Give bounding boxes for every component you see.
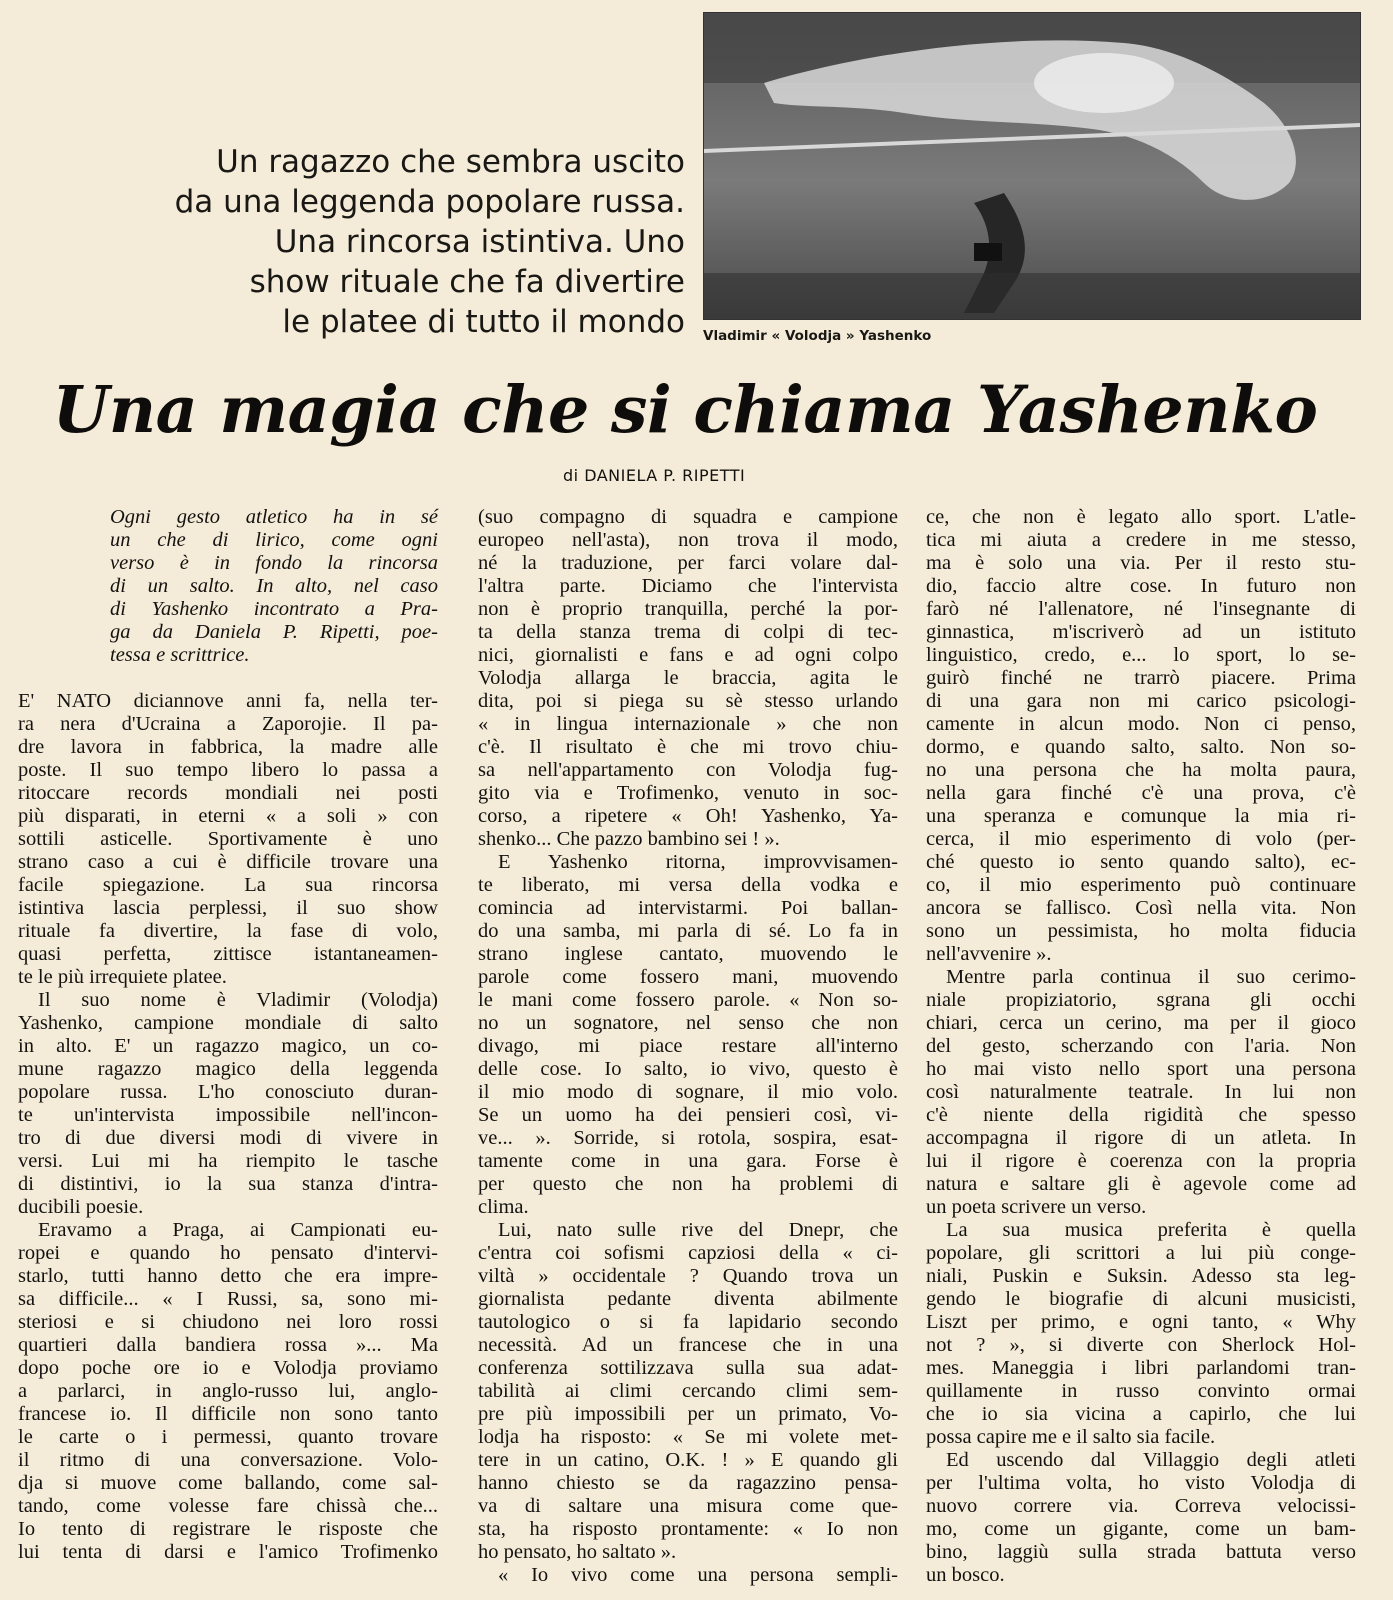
deck-line: le platee di tutto il mondo <box>282 304 685 340</box>
text-line: Volodja allarga le braccia, agita le <box>478 667 898 689</box>
paragraph <box>926 1449 1356 1587</box>
text-line: ra nera d'Ucraina a Zaporojie. Il pa- <box>18 713 438 735</box>
text-line: La sua musica preferita è quella <box>946 1219 1356 1241</box>
intro-paragraph <box>18 506 438 667</box>
text-line: c'entra coi sofismi capziosi della « ci- <box>478 1242 898 1264</box>
text-line: Ogni gesto atletico ha in sé <box>110 506 438 528</box>
high-jump-photo-illustration <box>704 13 1360 319</box>
text-line: linguistico, credo, e... lo sport, lo se- <box>926 644 1356 666</box>
text-line: ho pensato, ho saltato ». <box>478 1541 677 1563</box>
text-line: farò né l'allenatore, né l'insegnante di <box>926 598 1356 620</box>
text-line: ce, che non è legato allo sport. L'atle- <box>926 506 1356 528</box>
column-2 <box>478 506 898 1587</box>
text-line: né la traduzione, per farci volare dal- <box>478 552 898 574</box>
text-line: sa nell'appartamento con Volodja fug- <box>478 759 898 781</box>
article-deck <box>60 142 685 342</box>
text-line: chiari, cerca un cerino, ma per il gioco <box>926 1012 1356 1034</box>
text-line: pre più impossibili per un primato, Vo- <box>478 1403 898 1425</box>
text-line: quartieri dalla bandiera rossa »... Ma <box>18 1334 438 1356</box>
text-line: versi. Lui mi ha riempito le tasche <box>18 1150 438 1172</box>
text-line: un poeta scrivere un verso. <box>926 1196 1147 1218</box>
deck-line: Un ragazzo che sembra uscito <box>216 144 685 180</box>
text-line: accompagna il rigore di un atleta. In <box>926 1127 1356 1149</box>
photo-caption: Vladimir « Volodja » Yashenko <box>703 328 932 344</box>
text-line: di una gara non mi carico psicologi- <box>926 690 1356 712</box>
text-line: strano caso a cui è difficile trovare una <box>18 851 438 873</box>
text-line: rituale fa divertire, la fase di volo, <box>18 920 438 942</box>
text-line: per questo che non ha problemi di <box>478 1173 898 1195</box>
text-line: not ? », si diverte con Sherlock Hol- <box>926 1334 1356 1356</box>
text-line: più disparati, in eterni « a soli » con <box>18 805 438 827</box>
paragraph <box>478 1564 898 1587</box>
text-line: mo, come un gigante, come un bam- <box>926 1518 1356 1540</box>
text-line: camente in alcun modo. Non ci penso, <box>926 713 1356 735</box>
text-line: tamente come in una gara. Forse è <box>478 1150 898 1172</box>
text-line: il mio modo di sognare, il mio volo. <box>478 1081 898 1103</box>
text-line: ve... ». Sorride, si rotola, sospira, esat- <box>478 1127 898 1149</box>
text-line: ché questo io sento quando salto), ec- <box>926 851 1356 873</box>
text-line: c'è. Il risultato è che mi trovo chiu- <box>478 736 898 758</box>
paragraph <box>478 851 898 1219</box>
text-line: facile spiegazione. La sua rincorsa <box>18 874 438 896</box>
deck-line: show rituale che fa divertire <box>249 264 685 300</box>
text-line: tautologico o si fa lapidario secondo <box>478 1311 898 1333</box>
text-line: di un salto. In alto, nel caso <box>110 575 438 597</box>
deck-line: Una rincorsa istintiva. Uno <box>274 224 685 260</box>
text-line: ho mai visto nello sport una persona <box>926 1058 1356 1080</box>
text-line: le mani come fossero parole. « Non so- <box>478 989 898 1011</box>
text-line: dormo, e quando salto, salto. Non so- <box>926 736 1356 758</box>
text-line: verso è in fondo la rincorsa <box>110 552 438 574</box>
text-line: co, il mio esperimento può continuare <box>926 874 1356 896</box>
text-line: di Yashenko incontrato a Pra- <box>110 598 438 620</box>
text-line: sa difficile... « I Russi, sa, sono mi- <box>18 1288 438 1310</box>
text-line: ginnastica, m'iscriverò ad un istituto <box>926 621 1356 643</box>
text-line: clima. <box>478 1196 529 1218</box>
text-line: lodja ha risposto: « Se mi volete met- <box>478 1426 898 1448</box>
text-line: comincia ad intervistarmi. Poi ballan- <box>478 897 898 919</box>
text-line: il ritmo di una conversazione. Volo- <box>18 1449 438 1471</box>
text-line: Io tento di registrare le risposte che <box>18 1518 438 1540</box>
text-line: shenko... Che pazzo bambino sei ! ». <box>478 828 780 850</box>
text-line: una speranza e comunque la mia ri- <box>926 805 1356 827</box>
text-line: tro di due diversi modi di vivere in <box>18 1127 438 1149</box>
text-line: Yashenko, campione mondiale di salto <box>18 1012 438 1034</box>
text-line: sono un pessimista, ho molta fiducia <box>926 920 1356 942</box>
text-line: dopo poche ore io e Volodja proviamo <box>18 1357 438 1379</box>
text-line: non è proprio tranquilla, perché la por- <box>478 598 898 620</box>
text-line: niali, Puskin e Suksin. Adesso sta leg- <box>926 1265 1356 1287</box>
text-line: l'altra parte. Diciamo che l'intervista <box>478 575 898 597</box>
text-line: di distintivi, io la sua stanza d'intra- <box>18 1173 438 1195</box>
text-line: ducibili poesie. <box>18 1196 144 1218</box>
text-line: ta della stanza trema di colpi di tec- <box>478 621 898 643</box>
text-line: sottili asticelle. Sportivamente è uno <box>18 828 438 850</box>
text-line: Liszt per primo, e ogni tanto, « Why <box>926 1311 1356 1333</box>
text-line: ropei e quando ho pensato d'intervi- <box>18 1242 438 1264</box>
text-line: del gesto, scherzando con l'aria. Non <box>926 1035 1356 1057</box>
text-line: no un sognatore, nel senso che non <box>478 1012 898 1034</box>
text-line: mune ragazzo magico della leggenda <box>18 1058 438 1080</box>
text-line: le carte o i permessi, quanto trovare <box>18 1426 438 1448</box>
text-line: poste. Il suo tempo libero lo passa a <box>18 759 438 781</box>
text-line: steriosi e si chiudono nei loro rossi <box>18 1311 438 1333</box>
text-line: tando, come volesse fare chissà che... <box>18 1495 438 1517</box>
text-line: un bosco. <box>926 1564 1005 1586</box>
text-line: popolare russa. L'ho conosciuto duran- <box>18 1081 438 1103</box>
column-3 <box>926 506 1356 1587</box>
text-line: Ed uscendo dal Villaggio degli atleti <box>946 1449 1356 1471</box>
paragraph <box>926 1219 1356 1449</box>
paragraph <box>926 966 1356 1219</box>
text-line: europeo nell'asta), non trova il modo, <box>478 529 898 551</box>
paragraph <box>478 1219 898 1564</box>
text-line: dita, poi si piega su sè stesso urlando <box>478 690 898 712</box>
text-line: Eravamo a Praga, ai Campionati eu- <box>38 1219 438 1241</box>
text-line: francese io. Il difficile non sono tanto <box>18 1403 438 1425</box>
text-line: do una samba, mi parla di sé. Lo fa in <box>478 920 898 942</box>
paragraph <box>18 690 438 989</box>
text-line: un che di lirico, come ogni <box>110 529 438 551</box>
text-line: nella gara finché c'è una prova, c'è <box>926 782 1356 804</box>
text-line: ga da Daniela P. Ripetti, poe- <box>110 621 438 643</box>
text-line: sta, ha risposto prontamente: « Io non <box>478 1518 898 1540</box>
text-line: viltà » occidentale ? Quando trova un <box>478 1265 898 1287</box>
text-line: Lui, nato sulle rive del Dnepr, che <box>498 1219 898 1241</box>
text-line: necessità. Ad un francese che in una <box>478 1334 898 1356</box>
paragraph <box>926 506 1356 966</box>
text-line: Il suo nome è Vladimir (Volodja) <box>38 989 438 1011</box>
text-line: (suo compagno di squadra e campione <box>478 506 898 528</box>
text-line: bino, laggiù sulla strada battuta verso <box>926 1541 1356 1563</box>
text-line: conferenza sottilizzava sulla sua adat- <box>478 1357 898 1379</box>
text-line: nell'avvenire ». <box>926 943 1052 965</box>
byline: di DANIELA P. RIPETTI <box>563 466 746 485</box>
text-line: « Io vivo come una persona sempli- <box>498 1564 898 1586</box>
text-line: niale propiziatorio, sgrana gli occhi <box>926 989 1356 1011</box>
text-line: ritoccare records mondiali nei posti <box>18 782 438 804</box>
text-line: hanno chiesto se da ragazzino pensa- <box>478 1472 898 1494</box>
text-line: nuovo correre via. Correva velocissi- <box>926 1495 1356 1517</box>
text-line: tabilità ai climi cercando climi sem- <box>478 1380 898 1402</box>
text-line: così naturalmente teatrale. In lui non <box>926 1081 1356 1103</box>
text-line: te un'intervista impossibile nell'incon- <box>18 1104 438 1126</box>
text-line: natura e saltare gli è agevole come ad <box>926 1173 1356 1195</box>
text-line: tere in un catino, O.K. ! » E quando gli <box>478 1449 898 1471</box>
text-line: « in lingua internazionale » che non <box>478 713 898 735</box>
text-line: a parlarci, in anglo-russo lui, anglo- <box>18 1380 438 1402</box>
text-line: dja si muove come ballando, come sal- <box>18 1472 438 1494</box>
deck-line: da una leggenda popolare russa. <box>174 184 685 220</box>
text-line: in alto. E' un ragazzo magico, un co- <box>18 1035 438 1057</box>
text-line: dio, faccio altre cose. In futuro non <box>926 575 1356 597</box>
text-line: che io sia vicina a capirlo, che lui <box>926 1403 1356 1425</box>
text-line: popolare, gli scrittori a lui più conge- <box>926 1242 1356 1264</box>
text-line: E' NATO diciannove anni fa, nella ter- <box>18 690 438 712</box>
text-line: istintiva lascia perplessi, il suo show <box>18 897 438 919</box>
text-line: tessa e scrittrice. <box>110 644 250 666</box>
text-line: tica mi aiuta a credere in me stesso, <box>926 529 1356 551</box>
text-line: lui tenta di darsi e l'amico Trofimenko <box>18 1541 438 1563</box>
text-line: E Yashenko ritorna, improvvisamen- <box>498 851 898 873</box>
text-line: delle cose. Io salto, io vivo, questo è <box>478 1058 898 1080</box>
paragraph <box>18 1219 438 1564</box>
text-line: ancora se fallisco. Così nella vita. Non <box>926 897 1356 919</box>
text-line: per l'ultima volta, ho visto Volodja di <box>926 1472 1356 1494</box>
text-line: c'è niente della rigidità che spesso <box>926 1104 1356 1126</box>
text-line: strano inglese cantato, muovendo le <box>478 943 898 965</box>
text-line: te le più irrequiete platee. <box>18 966 227 988</box>
text-line: mes. Maneggia i libri parlandomi tran- <box>926 1357 1356 1379</box>
text-line: Mentre parla continua il suo cerimo- <box>946 966 1356 988</box>
text-line: guirò finché ne trarrò piacere. Prima <box>926 667 1356 689</box>
text-line: te liberato, mi versa della vodka e <box>478 874 898 896</box>
paragraph <box>478 506 898 851</box>
text-line: parole come fossero mani, muovendo <box>478 966 898 988</box>
text-line: gendo le biografie di alcuni musicisti, <box>926 1288 1356 1310</box>
text-line: nici, giornalisti e fans e ad ogni colpo <box>478 644 898 666</box>
text-line: possa capire me e il salto sia facile. <box>926 1426 1216 1448</box>
text-line: corso, a ripetere « Oh! Yashenko, Ya- <box>478 805 898 827</box>
text-line: quasi perfetta, zittisce istantaneamen- <box>18 943 438 965</box>
text-line: gito via e Trofimenko, venuto in soc- <box>478 782 898 804</box>
text-line: giornalista pedante diventa abilmente <box>478 1288 898 1310</box>
athlete-photo <box>703 12 1361 320</box>
text-line: divago, mi piace restare all'interno <box>478 1035 898 1057</box>
headline: Una magia che si chiama Yashenko <box>52 372 1318 448</box>
text-line: ma è solo una via. Per il resto stu- <box>926 552 1356 574</box>
text-line: cerca, il mio esperimento di volo (per- <box>926 828 1356 850</box>
text-line: lui il rigore è coerenza con la propria <box>926 1150 1356 1172</box>
paragraph <box>18 989 438 1219</box>
column-1 <box>18 506 438 1564</box>
text-line: va di saltare una misura come que- <box>478 1495 898 1517</box>
text-line: dre lavora in fabbrica, la madre alle <box>18 736 438 758</box>
text-line: Se un uomo ha dei pensieri così, vi- <box>478 1104 898 1126</box>
text-line: quillamente in russo convinto ormai <box>926 1380 1356 1402</box>
text-line: no una persona che ha molta paura, <box>926 759 1356 781</box>
text-line: starlo, tutti hanno detto che era impre- <box>18 1265 438 1287</box>
